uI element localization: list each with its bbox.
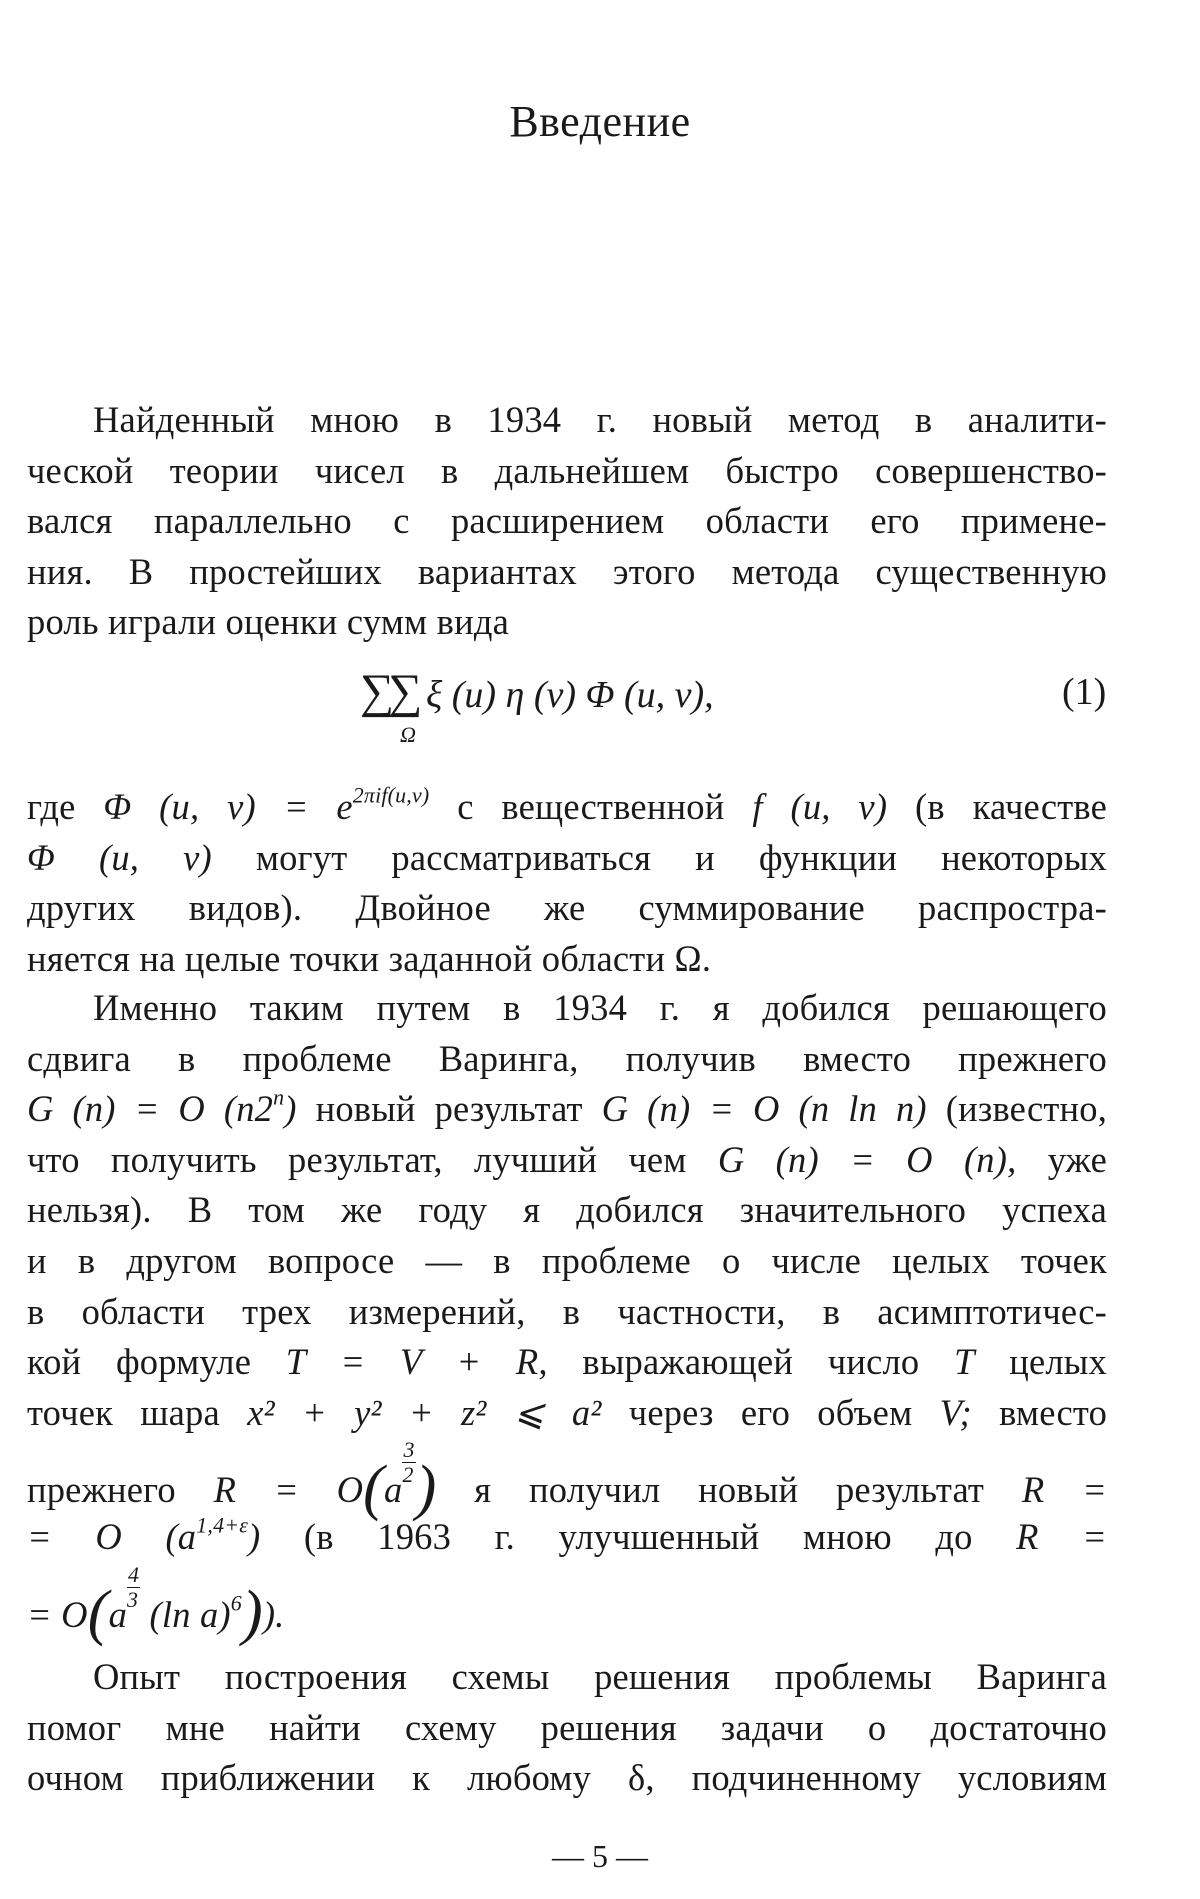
text-line: ния. В простейших вариантах этого метода существенную xyxy=(27,550,1107,592)
double-sum-symbol: ∑∑ xyxy=(360,665,417,718)
math-expression: f (u, v) xyxy=(752,786,888,827)
equation-number: (1) xyxy=(1062,671,1107,713)
text-line: очном приближении к любому δ, подчиненному условиям xyxy=(27,1757,1107,1799)
text-line: вался параллельно с расширением области его примене- xyxy=(27,500,1107,542)
text-line: = O $(a^{1,4+\varepsilon})$ (в 1963 г. улучшенный мною до R = xyxy=(27,1512,1107,1558)
math-expression: G (n) = O (n), xyxy=(717,1138,1017,1180)
formula-1 xyxy=(0,662,1200,752)
text-line: Найденный мною в 1934 г. новый метод в аналити- xyxy=(93,399,1107,440)
chapter-title: Введение xyxy=(509,97,691,146)
formula-terms: ξ (u) η (v) Φ (u, v), xyxy=(425,674,714,716)
paragraph-1 xyxy=(27,395,1107,648)
text-line: точек шара x² + y² + z² ⩽ a² через его объем V; вместо xyxy=(27,1391,1108,1433)
text-line: помог мне найти схему решения задачи о достаточно xyxy=(27,1706,1107,1748)
formula-expression xyxy=(360,662,714,722)
text-line: других видов). Двойное же суммирование распростра- xyxy=(27,887,1107,929)
text-line: и в другом вопросе — в проблеме о числе целых точек xyxy=(27,1239,1107,1281)
text-line: где Φ (u, $v) = e^{2\pi if(u,v)}$ с вещественной f (u, v) (в качестве xyxy=(27,782,1107,827)
math-expression: R = xyxy=(1016,1516,1107,1558)
text-line: кой формуле T = V + R, выражающей число T целых xyxy=(27,1341,1107,1383)
text-line: G (n) = O (n2$^n$) новый результат G (n) = O (n ln n) (известно, xyxy=(27,1084,1108,1130)
math-expression: = O(a $\frac{4}{3}$ (ln a)$^6$)). xyxy=(27,1561,285,1647)
paragraph-3 xyxy=(27,983,1108,1647)
paragraph-2 xyxy=(27,782,1107,984)
math-expression: G (n) = O (n ln n) xyxy=(601,1088,927,1130)
text-line: Опыт построения схемы решения проблемы Варинга xyxy=(93,1656,1107,1697)
math-expression: R = O(a $\frac{3}{2}$ ) xyxy=(213,1437,437,1523)
math-expression: T = V + R, xyxy=(285,1341,548,1383)
text-line: прежнего R = O(a $\frac{3}{2}$ ) я получил новый результат R = xyxy=(27,1437,1107,1523)
paragraph-4 xyxy=(27,1652,1107,1804)
math-expression: x² + y² + z² ⩽ a² xyxy=(247,1391,602,1433)
math-expression: G (n) = O (n2$^n$) xyxy=(27,1084,297,1130)
text-line xyxy=(27,1561,1107,1647)
math-expression: Φ (u, $v) = e^{2\pi if(u,v)}$ xyxy=(103,782,430,827)
text-line: сдвига в проблеме Варинга, получив вместо прежнего xyxy=(27,1037,1107,1079)
sum-domain-subscript: Ω xyxy=(400,722,416,747)
math-expression: Φ (u, v) xyxy=(27,836,212,878)
math-expression: V; xyxy=(939,1391,972,1433)
math-expression: R = xyxy=(1021,1469,1107,1511)
math-expression: = O $(a^{1,4+\varepsilon})$ xyxy=(27,1512,261,1558)
text-line: няется на целые точки заданной области Ω. xyxy=(27,937,712,979)
text-line: ческой теории чисел в дальнейшем быстро совершенство- xyxy=(27,449,1107,491)
text-line: в области трех измерений, в частности, в асимптотичес- xyxy=(27,1290,1107,1332)
text-line: что получить результат, лучший чем G (n) = O (n), уже xyxy=(27,1138,1107,1180)
text-line: Φ (u, v) могут рассматриваться и функции некоторых xyxy=(27,836,1107,878)
page-number: — 5 — xyxy=(552,1838,648,1874)
text-line: Именно таким путем в 1934 г. я добился решающего xyxy=(93,987,1107,1028)
text-line: роль играли оценки сумм вида xyxy=(27,601,510,643)
text-line: нельзя). В том же году я добился значительного успеха xyxy=(27,1189,1107,1231)
math-expression: T xyxy=(954,1341,975,1383)
